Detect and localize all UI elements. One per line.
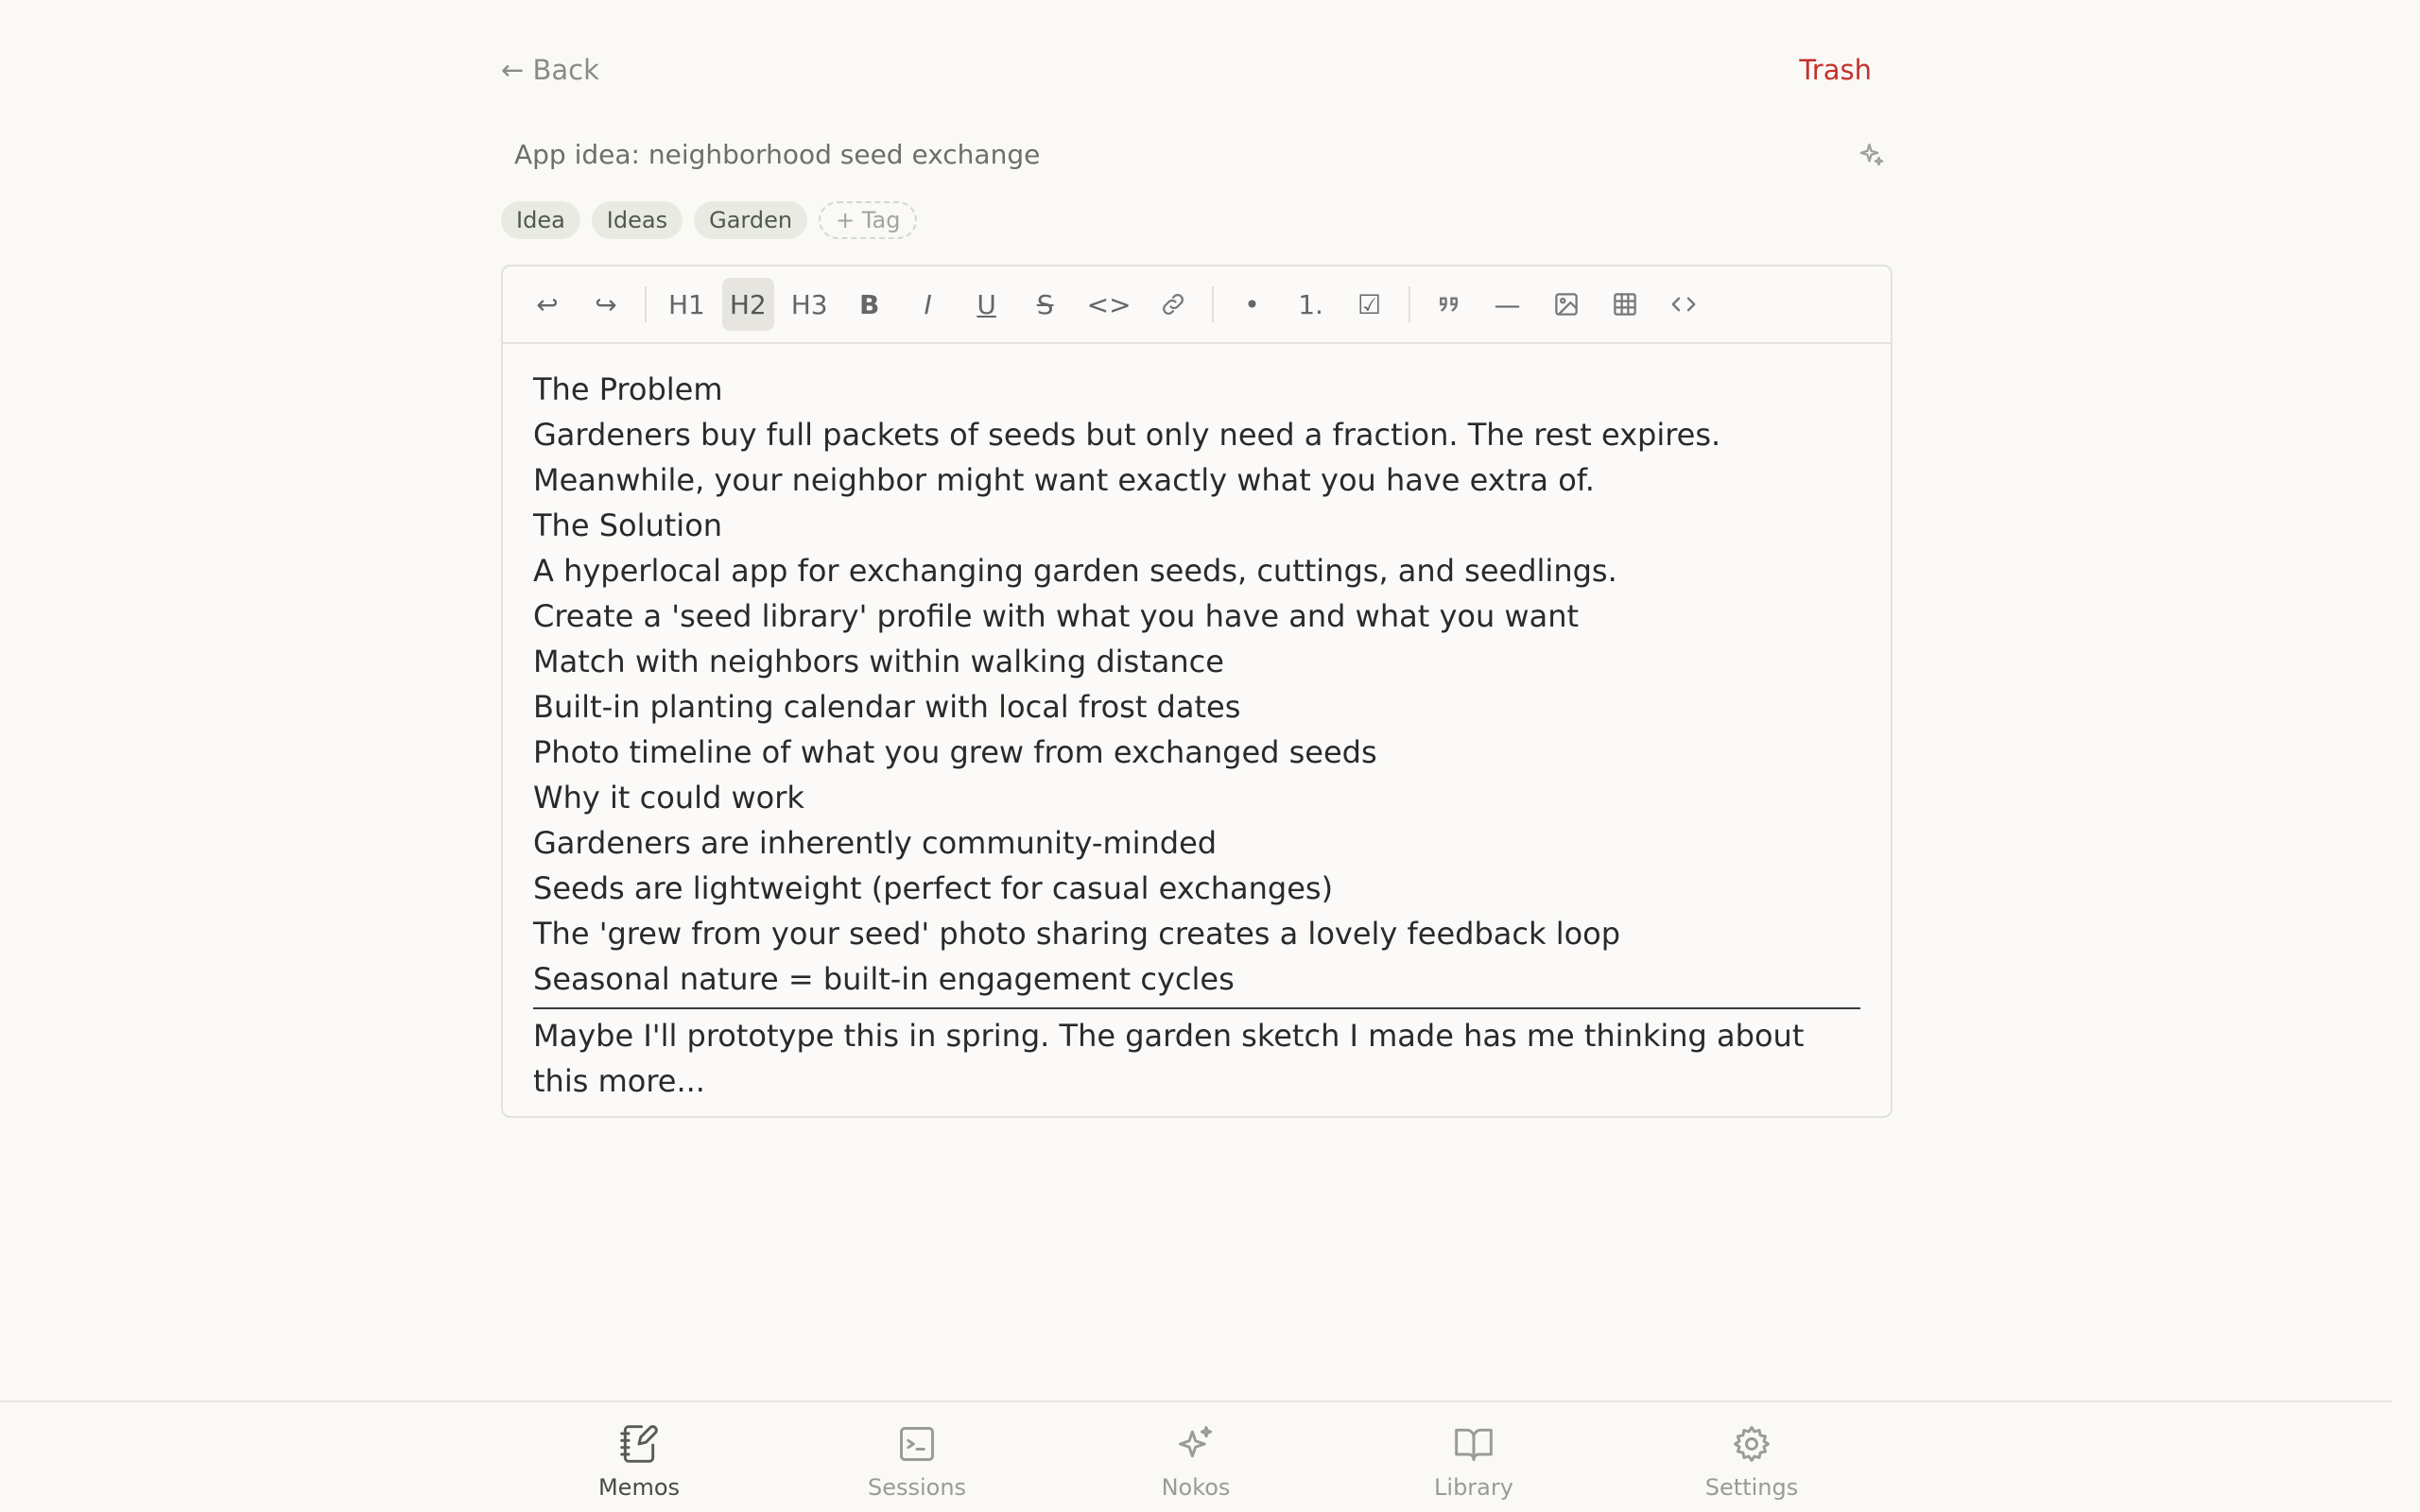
italic-button[interactable]: I xyxy=(924,288,932,320)
editor-content[interactable] xyxy=(503,344,1891,1104)
code-icon xyxy=(1669,290,1698,318)
nav-item-library[interactable] xyxy=(1389,1421,1559,1506)
title-row xyxy=(501,130,1891,178)
horizontal-rule-button[interactable]: — xyxy=(1494,288,1521,320)
content-line: Gardeners buy full packets of seeds but only need a fraction. The rest expires. xyxy=(533,417,1721,453)
quote-icon xyxy=(1435,290,1463,318)
content-line: The 'grew from your seed' photo sharing creates a lovely feedback loop xyxy=(533,916,1621,952)
terminal-square-icon xyxy=(896,1423,938,1465)
memo-title-input[interactable] xyxy=(501,139,1730,170)
gear-icon xyxy=(1731,1423,1772,1465)
notebook-pen-icon xyxy=(618,1423,660,1465)
tag-list xyxy=(501,200,917,240)
content-line: Built-in planting calendar with local frost dates xyxy=(533,689,1241,725)
sparkles-icon xyxy=(1175,1423,1217,1465)
task-list-button[interactable]: ☑ xyxy=(1357,288,1382,320)
book-open-icon xyxy=(1453,1423,1495,1465)
content-line: Create a 'seed library' profile with what you have and what you want xyxy=(533,598,1580,634)
rich-text-editor xyxy=(501,265,1893,1118)
content-line: The Solution xyxy=(533,507,723,543)
nav-item-memos[interactable] xyxy=(554,1421,724,1506)
heading-3-button[interactable]: H3 xyxy=(790,288,828,320)
nav-item-settings[interactable] xyxy=(1667,1421,1837,1506)
redo-button[interactable]: ↪ xyxy=(595,288,617,320)
editor-toolbar xyxy=(503,266,1891,344)
closing-paragraph: Maybe I'll prototype this in spring. The garden sketch I made has me thinking about this more... xyxy=(533,1018,1805,1099)
image-button[interactable] xyxy=(1542,278,1591,331)
nav-label: Settings xyxy=(1704,1474,1799,1501)
table-icon xyxy=(1611,290,1639,318)
back-button[interactable]: ← Back xyxy=(501,54,599,86)
content-line: Seasonal nature = built-in engagement cycles xyxy=(533,961,1235,997)
tag-chip[interactable]: Ideas xyxy=(592,201,683,239)
tag-chip[interactable]: Garden xyxy=(694,201,807,239)
nav-label: Memos xyxy=(597,1474,681,1501)
content-line: Photo timeline of what you grew from exchanged seeds xyxy=(533,734,1377,770)
content-line: The Problem xyxy=(533,371,723,407)
bottom-navigation xyxy=(0,1400,2392,1512)
nav-item-nokos[interactable] xyxy=(1111,1421,1281,1506)
bold-button[interactable]: B xyxy=(858,288,880,320)
toolbar-divider xyxy=(645,286,647,322)
image-icon xyxy=(1552,290,1581,318)
bullet-list-button[interactable]: • xyxy=(1244,288,1260,320)
link-icon xyxy=(1159,290,1187,318)
ordered-list-button[interactable]: 1. xyxy=(1298,288,1323,320)
content-line: Gardeners are inherently community-minded xyxy=(533,825,1218,861)
nav-label: Library xyxy=(1434,1474,1513,1501)
nav-label: Sessions xyxy=(867,1474,967,1501)
inline-code-button[interactable]: <> xyxy=(1086,288,1132,320)
table-button[interactable] xyxy=(1600,278,1650,331)
heading-1-button[interactable]: H1 xyxy=(668,288,705,320)
link-button[interactable] xyxy=(1149,278,1198,331)
top-bar xyxy=(501,49,1872,91)
tag-chip[interactable]: Idea xyxy=(501,201,580,239)
sparkles-icon xyxy=(1858,140,1886,168)
content-line: A hyperlocal app for exchanging garden seeds, cuttings, and seedlings. xyxy=(533,553,1617,589)
nav-label: Nokos xyxy=(1161,1474,1231,1501)
strikethrough-button[interactable]: S xyxy=(1036,288,1054,320)
content-line: Meanwhile, your neighbor might want exactly what you have extra of. xyxy=(533,462,1595,498)
add-tag-button[interactable]: + Tag xyxy=(819,201,917,239)
toolbar-divider xyxy=(1212,286,1214,322)
nav-item-sessions[interactable] xyxy=(832,1421,1002,1506)
horizontal-rule xyxy=(533,1007,1860,1009)
trash-button[interactable]: Trash xyxy=(1799,54,1872,86)
content-line: Match with neighbors within walking distance xyxy=(533,644,1224,679)
content-line: Seeds are lightweight (perfect for casual exchanges) xyxy=(533,870,1334,906)
heading-2-button[interactable]: H2 xyxy=(722,278,774,331)
blockquote-button[interactable] xyxy=(1425,278,1474,331)
undo-button[interactable]: ↩ xyxy=(536,288,559,320)
content-line: Why it could work xyxy=(533,780,804,816)
code-block-button[interactable] xyxy=(1659,278,1708,331)
underline-button[interactable]: U xyxy=(977,288,996,320)
toolbar-divider xyxy=(1409,286,1410,322)
ai-sparkle-button[interactable] xyxy=(1853,135,1891,173)
